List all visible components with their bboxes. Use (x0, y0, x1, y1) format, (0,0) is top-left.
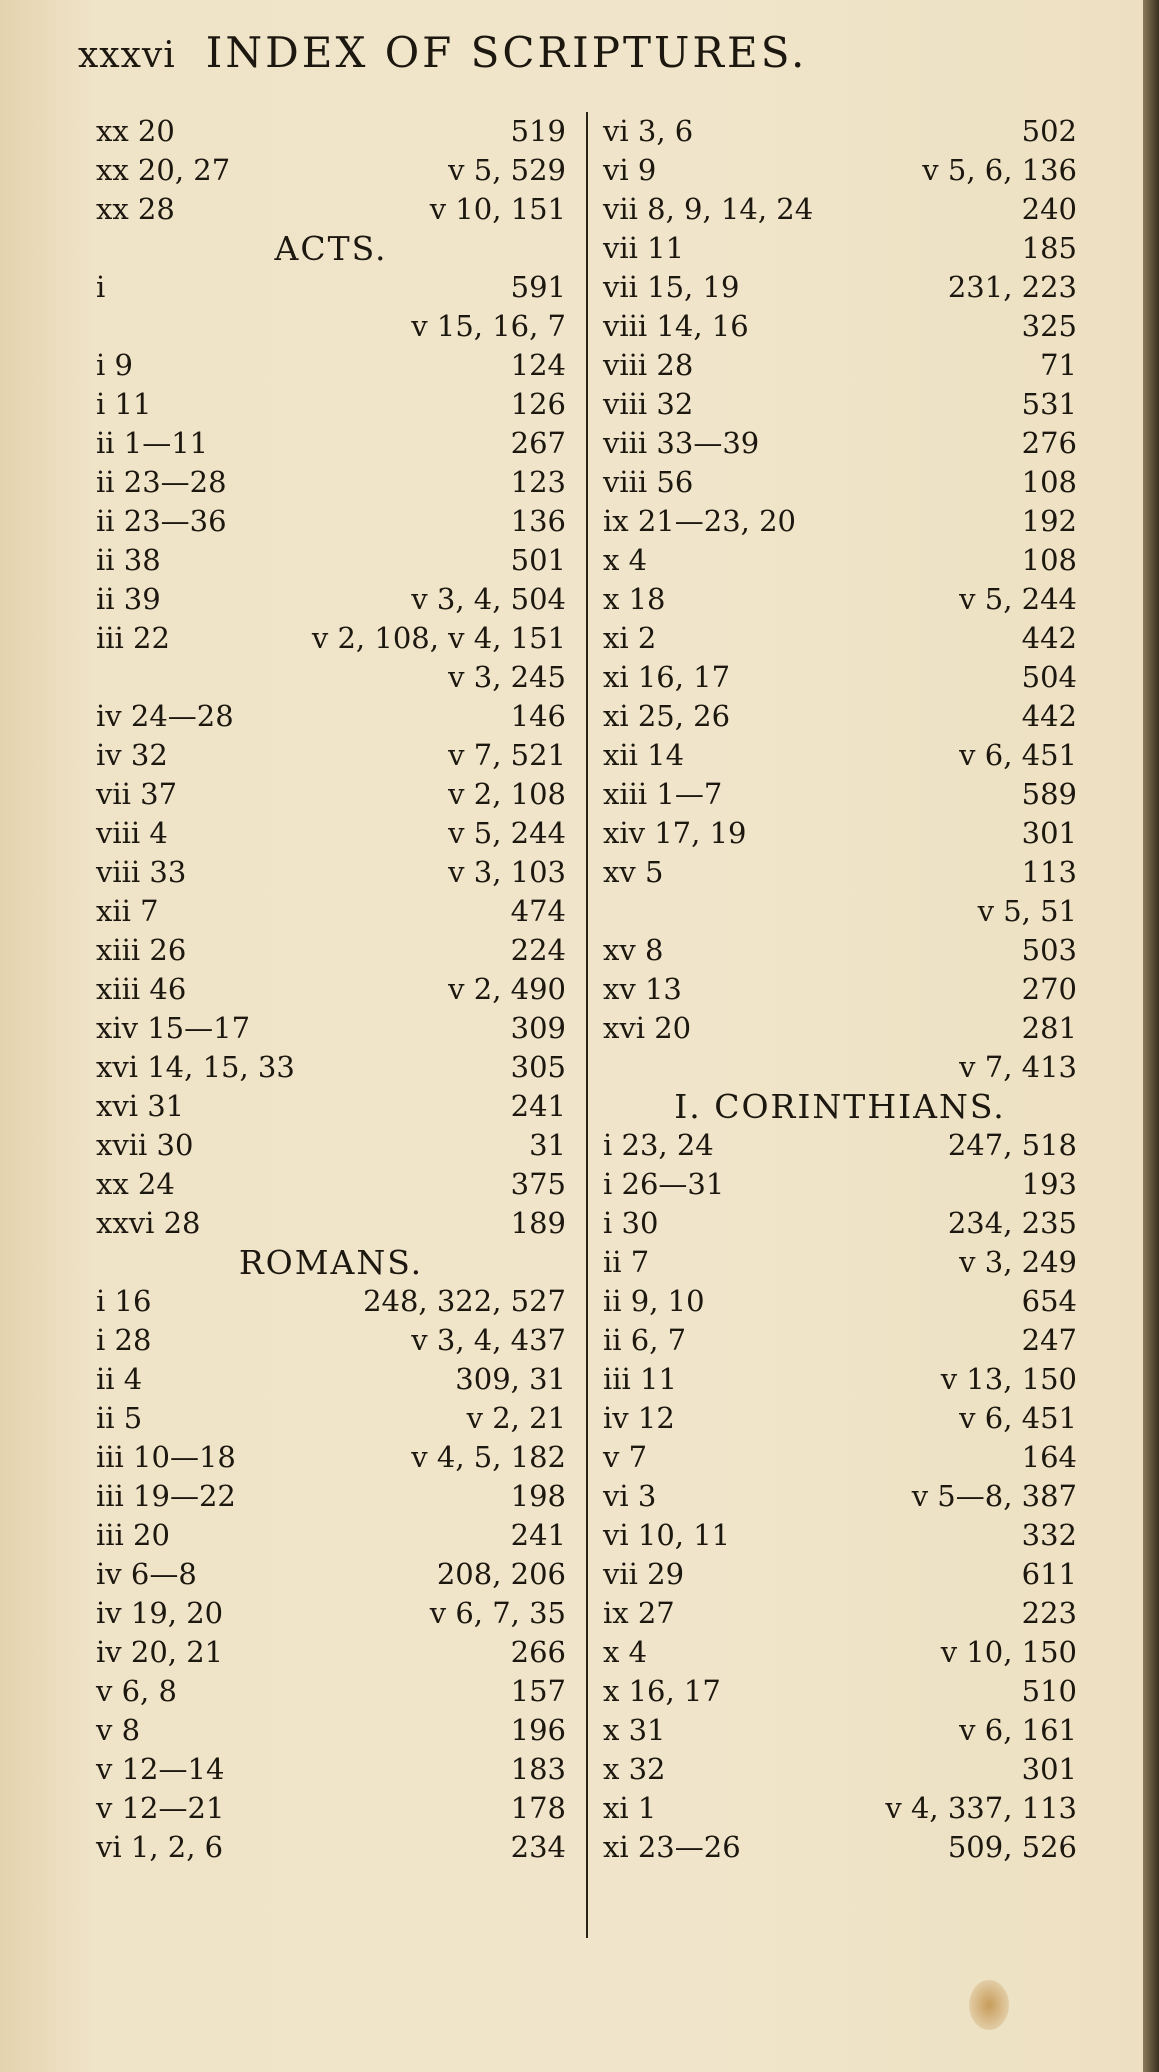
index-entry (603, 190, 1077, 229)
index-entry (96, 775, 566, 814)
page-references: v 6, 451 (959, 738, 1077, 772)
page-references: 223 (1021, 1596, 1077, 1630)
index-entry (96, 1126, 566, 1165)
index-entry (96, 1360, 566, 1399)
scripture-reference: vi 9 (603, 153, 657, 187)
page-references: 267 (510, 426, 566, 460)
index-entry (96, 814, 566, 853)
page-references: v 3, 4, 437 (411, 1323, 566, 1357)
scripture-reference: iv 12 (603, 1401, 675, 1435)
page-references: 589 (1021, 777, 1077, 811)
index-entry (96, 892, 566, 931)
scripture-reference: iv 32 (96, 738, 168, 772)
index-entry (603, 736, 1077, 775)
page-references: 193 (1021, 1167, 1077, 1201)
page-references: 442 (1021, 699, 1077, 733)
page-references: 301 (1021, 1752, 1077, 1786)
page-title: INDEX OF SCRIPTURES. (205, 28, 808, 77)
index-entry (96, 424, 566, 463)
index-entry (96, 619, 566, 658)
index-entry (603, 1399, 1077, 1438)
scripture-reference: xi 23—26 (603, 1830, 741, 1864)
page-references: 502 (1021, 114, 1077, 148)
index-entry (603, 1048, 1077, 1087)
scripture-reference: ii 5 (96, 1401, 143, 1435)
scripture-reference: v 6, 8 (96, 1674, 177, 1708)
page-references: 113 (1021, 855, 1077, 889)
scripture-reference: ix 27 (603, 1596, 675, 1630)
scripture-reference: ii 23—36 (96, 504, 227, 538)
index-entry (603, 814, 1077, 853)
page-references: 183 (510, 1752, 566, 1786)
scripture-reference: ii 6, 7 (603, 1323, 687, 1357)
page-references: 611 (1021, 1557, 1077, 1591)
scripture-reference: i 9 (96, 348, 133, 382)
page-references: 276 (1021, 426, 1077, 460)
index-entry (603, 1282, 1077, 1321)
index-entry (96, 658, 566, 697)
scripture-reference: vii 11 (603, 231, 685, 265)
index-entry (603, 346, 1077, 385)
index-entry (96, 1555, 566, 1594)
page-references: v 7, 413 (959, 1050, 1077, 1084)
scripture-reference: vii 8, 9, 14, 24 (603, 192, 814, 226)
scripture-reference: xi 2 (603, 621, 657, 655)
index-entry (96, 1477, 566, 1516)
scripture-reference: xvi 14, 15, 33 (96, 1050, 295, 1084)
index-entry (603, 1789, 1077, 1828)
scripture-reference: viii 14, 16 (603, 309, 749, 343)
page-references: 189 (510, 1206, 566, 1240)
scripture-reference: ii 38 (96, 543, 161, 577)
index-entry (603, 1828, 1077, 1867)
index-entry (96, 268, 566, 307)
index-entry (603, 1126, 1077, 1165)
index-entry (603, 970, 1077, 1009)
scripture-reference: iii 10—18 (96, 1440, 236, 1474)
page-references: v 10, 151 (429, 192, 566, 226)
scripture-reference: xvi 20 (603, 1011, 692, 1045)
index-entry (603, 853, 1077, 892)
page-references: 510 (1021, 1674, 1077, 1708)
scripture-reference: xiii 46 (96, 972, 187, 1006)
scripture-reference: viii 33 (96, 855, 187, 889)
page-references: v 10, 150 (940, 1635, 1077, 1669)
scripture-reference: v 12—14 (96, 1752, 225, 1786)
scripture-reference: xi 16, 17 (603, 660, 731, 694)
index-entry (96, 1087, 566, 1126)
scripture-reference: x 32 (603, 1752, 666, 1786)
index-entry (603, 619, 1077, 658)
index-entry (603, 541, 1077, 580)
page-references: v 6, 161 (959, 1713, 1077, 1747)
page-references: 240 (1021, 192, 1077, 226)
scripture-reference: vii 29 (603, 1557, 685, 1591)
index-entry (96, 736, 566, 775)
index-entry (96, 1399, 566, 1438)
index-entry (603, 1750, 1077, 1789)
scripture-reference: iii 22 (96, 621, 170, 655)
page-references: 157 (510, 1674, 566, 1708)
index-entry (603, 580, 1077, 619)
index-entry (96, 1711, 566, 1750)
index-entry (603, 892, 1077, 931)
scripture-reference: x 31 (603, 1713, 666, 1747)
scripture-reference: viii 56 (603, 465, 694, 499)
page-references: 71 (1040, 348, 1077, 382)
scripture-reference: ix 21—23, 20 (603, 504, 796, 538)
page-references: 234 (510, 1830, 566, 1864)
scripture-reference: ii 4 (96, 1362, 143, 1396)
page-references: 198 (510, 1479, 566, 1513)
index-entry (603, 307, 1077, 346)
scripture-reference: iv 6—8 (96, 1557, 197, 1591)
page-references: v 4, 337, 113 (885, 1791, 1077, 1825)
index-entry (96, 307, 566, 346)
page-references: 164 (1021, 1440, 1077, 1474)
index-entry (96, 1438, 566, 1477)
scripture-reference: xii 7 (96, 894, 159, 928)
scripture-reference: x 18 (603, 582, 666, 616)
page-references: v 5, 529 (448, 153, 566, 187)
scripture-reference: xvii 30 (96, 1128, 194, 1162)
scripture-reference: xi 25, 26 (603, 699, 731, 733)
index-entry (96, 1321, 566, 1360)
page-references: 124 (510, 348, 566, 382)
book-heading: I. CORINTHIANS. (674, 1087, 1006, 1126)
scripture-reference: xv 8 (603, 933, 664, 967)
scripture-reference: v 12—21 (96, 1791, 225, 1825)
page-references: 309 (510, 1011, 566, 1045)
page-references: v 5, 51 (977, 894, 1077, 928)
page-references: 591 (510, 270, 566, 304)
index-entry (603, 151, 1077, 190)
page-references: v 3, 4, 504 (411, 582, 566, 616)
page-references: 178 (510, 1791, 566, 1825)
scripture-reference: vi 3, 6 (603, 114, 694, 148)
page-references: v 13, 150 (940, 1362, 1077, 1396)
scripture-reference: i 16 (96, 1284, 152, 1318)
page-references: 375 (510, 1167, 566, 1201)
index-entry (603, 1243, 1077, 1282)
right-index-column (603, 112, 1077, 1867)
page-references: 531 (1021, 387, 1077, 421)
scripture-reference: i 11 (96, 387, 152, 421)
index-entry (603, 658, 1077, 697)
scripture-reference: xii 14 (603, 738, 685, 772)
scripture-reference: xx 28 (96, 192, 175, 226)
page-references: 519 (510, 114, 566, 148)
scripture-reference: viii 33—39 (603, 426, 760, 460)
scripture-reference: xx 20 (96, 114, 175, 148)
page-references: v 2, 108 (448, 777, 566, 811)
index-entry (603, 1165, 1077, 1204)
scripture-reference: xvi 31 (96, 1089, 185, 1123)
index-entry (603, 1555, 1077, 1594)
index-entry (96, 541, 566, 580)
scripture-reference: vii 37 (96, 777, 178, 811)
index-entry (96, 1828, 566, 1867)
scripture-reference: i 26—31 (603, 1167, 725, 1201)
index-entry (603, 1516, 1077, 1555)
index-entry (603, 1633, 1077, 1672)
page-references: 231, 223 (947, 270, 1077, 304)
index-entry (603, 1438, 1077, 1477)
page-references: 247, 518 (947, 1128, 1077, 1162)
page-references: 241 (510, 1089, 566, 1123)
scripture-reference: ii 39 (96, 582, 161, 616)
scripture-reference: v 7 (603, 1440, 648, 1474)
index-entry (603, 775, 1077, 814)
index-entry (96, 1750, 566, 1789)
scripture-reference: xiv 17, 19 (603, 816, 747, 850)
scripture-reference: i 28 (96, 1323, 152, 1357)
page-references: 196 (510, 1713, 566, 1747)
index-entry (96, 463, 566, 502)
index-entry (96, 1165, 566, 1204)
book-heading: ROMANS. (238, 1243, 424, 1282)
scripture-reference: iv 20, 21 (96, 1635, 224, 1669)
scripture-reference: viii 4 (96, 816, 168, 850)
index-entry (603, 1594, 1077, 1633)
scripture-reference: xiv 15—17 (96, 1011, 251, 1045)
page-references: 248, 322, 527 (363, 1284, 566, 1318)
index-entry (603, 463, 1077, 502)
page-references: v 6, 451 (959, 1401, 1077, 1435)
scripture-reference: iii 20 (96, 1518, 170, 1552)
index-entry (603, 1477, 1077, 1516)
index-entry (96, 346, 566, 385)
page-references: 136 (510, 504, 566, 538)
index-entry (96, 931, 566, 970)
page-references: 31 (529, 1128, 566, 1162)
page-references: 442 (1021, 621, 1077, 655)
index-entry (96, 1009, 566, 1048)
index-entry (96, 502, 566, 541)
page-references: v 5, 244 (448, 816, 566, 850)
column-divider (586, 112, 588, 1938)
page-references: v 2, 108, v 4, 151 (311, 621, 566, 655)
page-references: 474 (510, 894, 566, 928)
page-references: 247 (1021, 1323, 1077, 1357)
page-references: 241 (510, 1518, 566, 1552)
page-references: v 2, 21 (466, 1401, 566, 1435)
page-references: 301 (1021, 816, 1077, 850)
page-references: v 5, 244 (959, 582, 1077, 616)
scripture-reference: ii 1—11 (96, 426, 209, 460)
scripture-reference: xiii 26 (96, 933, 187, 967)
index-entry (96, 1204, 566, 1243)
index-entry (603, 1360, 1077, 1399)
page-references: v 5—8, 387 (911, 1479, 1077, 1513)
page-references: v 3, 249 (959, 1245, 1077, 1279)
page-references: 266 (510, 1635, 566, 1669)
scripture-reference: x 16, 17 (603, 1674, 721, 1708)
paper-stain (969, 1980, 1009, 2030)
scripture-reference: vi 3 (603, 1479, 657, 1513)
index-entry (96, 190, 566, 229)
scripture-reference: vi 1, 2, 6 (96, 1830, 224, 1864)
book-binding-edge (1143, 0, 1159, 2072)
scripture-reference: iv 24—28 (96, 699, 234, 733)
index-entry (603, 697, 1077, 736)
scripture-reference: xv 13 (603, 972, 682, 1006)
index-entry (96, 1789, 566, 1828)
index-entry (96, 1594, 566, 1633)
page-references: 146 (510, 699, 566, 733)
page-references: v 5, 6, 136 (922, 153, 1077, 187)
page-header (78, 28, 1078, 88)
index-entry (96, 1282, 566, 1321)
page-references: v 6, 7, 35 (429, 1596, 566, 1630)
index-entry (96, 697, 566, 736)
scripture-reference: vi 10, 11 (603, 1518, 731, 1552)
scripture-reference: i (96, 270, 106, 304)
page-references: 309, 31 (455, 1362, 566, 1396)
index-entry (603, 268, 1077, 307)
page-references: v 4, 5, 182 (411, 1440, 566, 1474)
page-references: 501 (510, 543, 566, 577)
index-entry (603, 1009, 1077, 1048)
index-entry (96, 580, 566, 619)
index-entry (96, 970, 566, 1009)
index-entry (603, 931, 1077, 970)
page-references: v 7, 521 (448, 738, 566, 772)
page-references: 270 (1021, 972, 1077, 1006)
page-references: 281 (1021, 1011, 1077, 1045)
page-references: v 2, 490 (448, 972, 566, 1006)
page-references: v 15, 16, 7 (411, 309, 566, 343)
scripture-reference: iii 11 (603, 1362, 677, 1396)
index-entry (96, 1516, 566, 1555)
page-references: 192 (1021, 504, 1077, 538)
index-entry (603, 1321, 1077, 1360)
scripture-reference: xi 1 (603, 1791, 657, 1825)
index-entry (96, 112, 566, 151)
scripture-reference: viii 32 (603, 387, 694, 421)
page-references: 305 (510, 1050, 566, 1084)
page-references: v 3, 103 (448, 855, 566, 889)
index-entry (603, 502, 1077, 541)
index-entry (603, 229, 1077, 268)
scripture-reference: v 8 (96, 1713, 141, 1747)
scripture-reference: xxvi 28 (96, 1206, 201, 1240)
scripture-reference: i 23, 24 (603, 1128, 714, 1162)
index-entry (603, 1711, 1077, 1750)
page-references: 234, 235 (947, 1206, 1077, 1240)
page-references: 325 (1021, 309, 1077, 343)
page-references: v 3, 245 (448, 660, 566, 694)
page-number: xxxvi (78, 35, 176, 76)
page-references: 126 (510, 387, 566, 421)
scripture-reference: ii 23—28 (96, 465, 227, 499)
index-entry (603, 1204, 1077, 1243)
scripture-reference: xx 20, 27 (96, 153, 231, 187)
scripture-reference: iii 19—22 (96, 1479, 236, 1513)
scripture-reference: x 4 (603, 1635, 648, 1669)
scripture-reference: vii 15, 19 (603, 270, 740, 304)
scripture-reference: ii 9, 10 (603, 1284, 705, 1318)
index-entry (96, 1672, 566, 1711)
scripture-reference: xx 24 (96, 1167, 175, 1201)
scripture-reference: xiii 1—7 (603, 777, 723, 811)
page-references: 123 (510, 465, 566, 499)
scripture-reference: xv 5 (603, 855, 664, 889)
page-references: 509, 526 (947, 1830, 1077, 1864)
index-entry (96, 1633, 566, 1672)
index-entry (96, 1048, 566, 1087)
book-heading: ACTS. (274, 229, 388, 268)
index-entry (96, 853, 566, 892)
index-entry (603, 424, 1077, 463)
scripture-reference: x 4 (603, 543, 648, 577)
index-entry (603, 112, 1077, 151)
page-references: 654 (1021, 1284, 1077, 1318)
scripture-reference: iv 19, 20 (96, 1596, 224, 1630)
page-references: 332 (1021, 1518, 1077, 1552)
page-references: 185 (1021, 231, 1077, 265)
index-entry (96, 151, 566, 190)
page-references: 504 (1021, 660, 1077, 694)
page-references: 503 (1021, 933, 1077, 967)
left-index-column (96, 112, 566, 1867)
page-references: 108 (1021, 465, 1077, 499)
scripture-reference: ii 7 (603, 1245, 650, 1279)
index-entry (603, 1672, 1077, 1711)
index-entry (603, 385, 1077, 424)
page-references: 208, 206 (436, 1557, 566, 1591)
index-entry (96, 385, 566, 424)
scripture-reference: viii 28 (603, 348, 694, 382)
page-references: 224 (510, 933, 566, 967)
page-references: 108 (1021, 543, 1077, 577)
scripture-reference: i 30 (603, 1206, 659, 1240)
